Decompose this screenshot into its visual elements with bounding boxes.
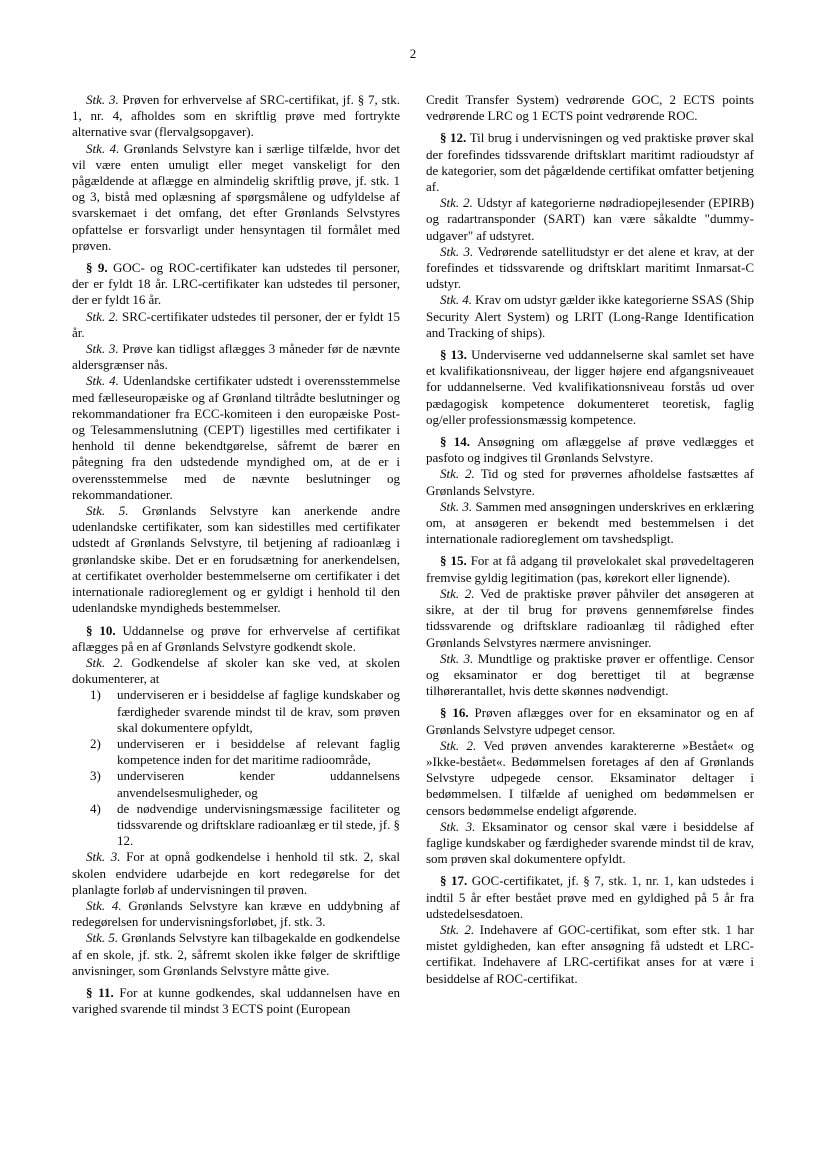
paragraph: [426, 819, 754, 868]
section-paragraph: [426, 873, 754, 922]
list-item: [72, 768, 400, 800]
section-paragraph: [72, 985, 400, 1017]
stk-marker: Stk. 3.: [86, 341, 123, 357]
paragraph: [426, 499, 754, 548]
list-number: 4): [90, 800, 101, 816]
paragraph-text: Indehavere af GOC-certifikat, som efter stk. 1 har mistet gyldigheden, kan efter ansøgning få udstedt et LRC-certifikat. Indehavere af LRC-certifikat anses for at være i besiddelse af ROC-certifikat.: [426, 921, 754, 986]
section-marker: § 16.: [440, 705, 475, 721]
paragraph-text: underviseren kender uddannelsens anvendelsesmuligheder, og: [117, 768, 400, 800]
paragraph-text: Vedrørende satellitudstyr er det alene et krav, at der forefindes et tidssvarende og driftsklart maritimt Inmarsat-C udstyr.: [426, 243, 754, 292]
paragraph: [426, 292, 754, 341]
paragraph-text: GOC-certifikatet, jf. § 7, stk. 1, nr. 1, kan udstedes i indtil 5 år efter bestået prøve med en gyldighed på 5 år fra udstedelsesdatoen.: [426, 873, 754, 921]
paragraph: [426, 92, 754, 124]
paragraph: [72, 309, 400, 341]
paragraph-text: Udstyr af kategorierne nødradiopejlesender (EPIRB) og radartransponder (SART) kan være såkaldte "dummy-udgaver" af udstyret.: [426, 195, 754, 243]
stk-marker: Stk. 3.: [86, 92, 123, 107]
section-paragraph: [426, 434, 754, 466]
stk-marker: Stk. 5.: [86, 930, 122, 946]
section-marker: § 15.: [440, 553, 471, 569]
paragraph-text: de nødvendige undervisningsmæssige faciliteter og tidssvarende og driftsklare radioanlæg er til stede, jf. § 12.: [117, 800, 400, 849]
stk-marker: Stk. 4.: [86, 140, 124, 156]
paragraph-text: Ved de praktiske prøver påhviler det ansøgeren at sikre, at der til brug for prøvens gennemførelse findes tidssvarende og driftsklare radioanlæg til rådighed efter Grønlands Selvstyres nærmere anvisninger.: [426, 585, 754, 650]
paragraph: [426, 922, 754, 987]
paragraph: [426, 586, 754, 651]
stk-marker: Stk. 2.: [440, 466, 481, 482]
paragraph-text: For at opnå godkendelse i henhold til stk. 2, skal skolen endvidere udarbejde en kort redegørelse for det planlagte forløb af undervisningen til prøven.: [72, 849, 400, 897]
section-paragraph: [72, 260, 400, 309]
paragraph-text: For at få adgang til prøvelokalet skal prøvedeltageren fremvise gyldig legitimation (pas, kørekort eller lignende).: [426, 553, 754, 585]
paragraph-text: Prøven for erhvervelse af SRC-certifikat, jf. § 7, stk. 1, nr. 4, afholdes som en skriftlig prøve med fortrykte alternative svar (flervalgsopgaver).: [72, 92, 401, 140]
stk-marker: Stk. 2.: [86, 654, 132, 670]
paragraph-text: Credit Transfer System) vedrørende GOC, 2 ECTS points vedrørende LRC og 1 ECTS point vedrørende ROC.: [426, 92, 754, 124]
paragraph-text: Til brug i undervisningen og ved praktiske prøver skal der forefindes tidssvarende driftsklart maritimt radioudstyr af de kategorier, som det pågældende certifikat omfatter betjening af.: [426, 130, 755, 195]
paragraph-text: For at kunne godkendes, skal uddannelsen have en varighed svarende til mindst 3 ECTS point (European: [72, 984, 400, 1017]
paragraph-text: Uddannelse og prøve for erhvervelse af certifikat aflægges på en af Grønlands Selvstyre godkendt skole.: [72, 622, 400, 654]
paragraph-text: Eksaminator og censor skal være i besiddelse af faglige kundskaber og færdigheder svarende mindst til de krav, som prøven skal dokumentere opfyldt.: [426, 818, 755, 867]
right-column: [426, 92, 754, 1017]
paragraph: [72, 141, 400, 254]
list-number: 1): [90, 687, 101, 703]
paragraph: [72, 849, 400, 898]
left-column: [72, 92, 400, 1017]
paragraph-text: Udenlandske certifikater udstedt i overensstemmelse med fælleseuropæiske og af Grønland tiltrådte beslutninger og rekommandationer fra ECC-komiteen i den europæiske Post- og Telesammenslutning (CEPT) ligestilles med certifikater i henhold til denne bekendtgørelse, såfremt de bærer en påtegning fra den udstedende myndighed om, at de er i overensstemmelse med de nævnte beslutninger og rekommandationer.: [72, 373, 400, 502]
list-item: [72, 801, 400, 850]
section-paragraph: [426, 130, 754, 195]
stk-marker: Stk. 2.: [440, 737, 484, 753]
paragraph: [72, 373, 400, 503]
stk-marker: Stk. 5.: [86, 503, 143, 519]
stk-marker: Stk. 2.: [440, 195, 477, 211]
paragraph: [72, 92, 400, 141]
section-paragraph: [426, 705, 754, 737]
paragraph-text: Underviserne ved uddannelserne skal samlet set have et kvalifikationsniveau, der ligger højere end afgangsniveauet for uddannelserne. Ved kvalifikationsniveau forstås ud over pædagogisk kompetence dokumenteret teoretisk, faglig og/eller professionsmæssig kompetence.: [426, 347, 754, 427]
stk-marker: Stk. 4.: [440, 292, 476, 308]
section-paragraph: [426, 347, 754, 428]
stk-marker: Stk. 3.: [86, 849, 127, 865]
paragraph: [72, 898, 400, 930]
stk-marker: Stk. 2.: [86, 308, 122, 324]
paragraph-text: Grønlands Selvstyre kan tilbagekalde en godkendelse af en skole, jf. stk. 2, såfremt skolen ikke følger de skriftlige anvisninger, som Grønlands Selvstyre måtte give.: [72, 930, 401, 978]
paragraph-text: SRC-certifikater udstedes til personer, der er fyldt 15 år.: [72, 308, 401, 340]
stk-marker: Stk. 4.: [86, 373, 123, 389]
paragraph: [72, 341, 400, 373]
paragraph-text: Mundtlige og praktiske prøver er offentlige. Censor og eksaminator er dog berettiget til at begrænse tilhørerantallet, hvis dette skønnes nødvendigt.: [426, 650, 754, 699]
stk-marker: Stk. 3.: [440, 650, 478, 666]
section-marker: § 12.: [440, 130, 470, 146]
paragraph: [72, 655, 400, 687]
list-number: 3): [90, 768, 101, 784]
paragraph: [426, 244, 754, 293]
paragraph: [426, 466, 754, 498]
section-marker: § 9.: [86, 260, 114, 276]
section-paragraph: [72, 623, 400, 655]
section-marker: § 13.: [440, 347, 472, 363]
paragraph-text: underviseren er i besiddelse af relevant faglig kompetence inden for det maritime radioområde,: [117, 735, 400, 768]
stk-marker: Stk. 2.: [440, 921, 480, 937]
paragraph-text: Sammen med ansøgningen underskrives en erklæring om, at ansøgeren er bekendt med bestemmelsen i det internationale radioreglement om tavshedspligt.: [426, 498, 755, 547]
paragraph-text: Ved prøven anvendes karaktererne »Bestået« og »Ikke-bestået«. Bedømmelsen foretages af den af Grønlands Selvstyre udpegede censor. Eksaminator deltager i bedømmelsen. I tilfælde af uenighed om bedømmelsen er censors bedømmelse endeligt afgørende.: [426, 737, 754, 818]
paragraph-text: Ansøgning om aflæggelse af prøve vedlægges et pasfoto og indgives til Grønlands Selvstyre.: [426, 434, 754, 466]
paragraph-text: GOC- og ROC-certifikater kan udstedes til personer, der er fyldt 18 år. LRC-certifikater kan udstedes til personer, der er fyldt 16 år.: [72, 260, 400, 308]
paragraph-text: underviseren er i besiddelse af faglige kundskaber og færdigheder svarende mindst til de krav, som prøven skal dokumentere opfyldt,: [117, 687, 400, 735]
paragraph: [426, 651, 754, 700]
stk-marker: Stk. 3.: [440, 818, 482, 834]
list-item: [72, 736, 400, 768]
paragraph-text: Grønlands Selvstyre kan kræve en uddybning af redegørelsen for undervisningsforløbet, jf. stk. 3.: [72, 897, 400, 930]
paragraph-text: Grønlands Selvstyre kan i særlige tilfælde, hvor det vil være enten umuligt eller meget vanskeligt for den pågældende at aflægge en almindelig skriftlig prøve, jf. stk. 1 og 3, bistå med oplæsning af spørgsmålene og udfyldelse af svarskemaet i det omfang, det efter Grønlands Selvstyres opfattelse er forsvarligt under hensyntagen til formålet med prøven.: [72, 140, 400, 253]
stk-marker: Stk. 4.: [86, 897, 129, 913]
paragraph: [426, 195, 754, 244]
stk-marker: Stk. 3.: [440, 243, 478, 259]
paragraph-text: Krav om udstyr gælder ikke kategorierne SSAS (Ship Security Alert System) og LRIT (Long-Range Identification and Tracking of ships).: [426, 292, 754, 340]
section-paragraph: [426, 553, 754, 585]
paragraph: [72, 503, 400, 616]
section-marker: § 11.: [86, 984, 120, 1000]
stk-marker: Stk. 3.: [440, 498, 476, 514]
paragraph-text: Godkendelse af skoler kan ske ved, at skolen dokumenterer, at: [72, 654, 400, 687]
paragraph-text: Prøve kan tidligst aflægges 3 måneder før de nævnte aldersgrænser nås.: [72, 341, 400, 373]
paragraph: [426, 738, 754, 819]
paragraph-text: Tid og sted for prøvernes afholdelse fastsættes af Grønlands Selvstyre.: [426, 466, 754, 498]
two-column-layout: [72, 92, 754, 1017]
section-marker: § 17.: [440, 873, 472, 889]
page-number: 2: [409, 46, 417, 61]
section-marker: § 10.: [86, 622, 123, 638]
list-number: 2): [90, 735, 101, 751]
paragraph-text: Grønlands Selvstyre kan anerkende andre udenlandske certifikater, som kan sidestilles med certifikater udstedt af Grønlands Selvstyre, til betjening af radioanlæg i grønlandske skibe. Det er en forudsætning for anerkendelsen, at certifikatet overholder bestemmelserne om certifikater i det internationale radioreglement og er gyldigt i henhold til den udenlandske myndigheds bestemmelser.: [72, 503, 400, 616]
stk-marker: Stk. 2.: [440, 585, 481, 601]
paragraph: [72, 930, 400, 979]
paragraph-text: Prøven aflægges over for en eksaminator og en af Grønlands Selvstyre udpeget censor.: [426, 705, 754, 737]
list-item: [72, 687, 400, 736]
section-marker: § 14.: [440, 434, 478, 450]
